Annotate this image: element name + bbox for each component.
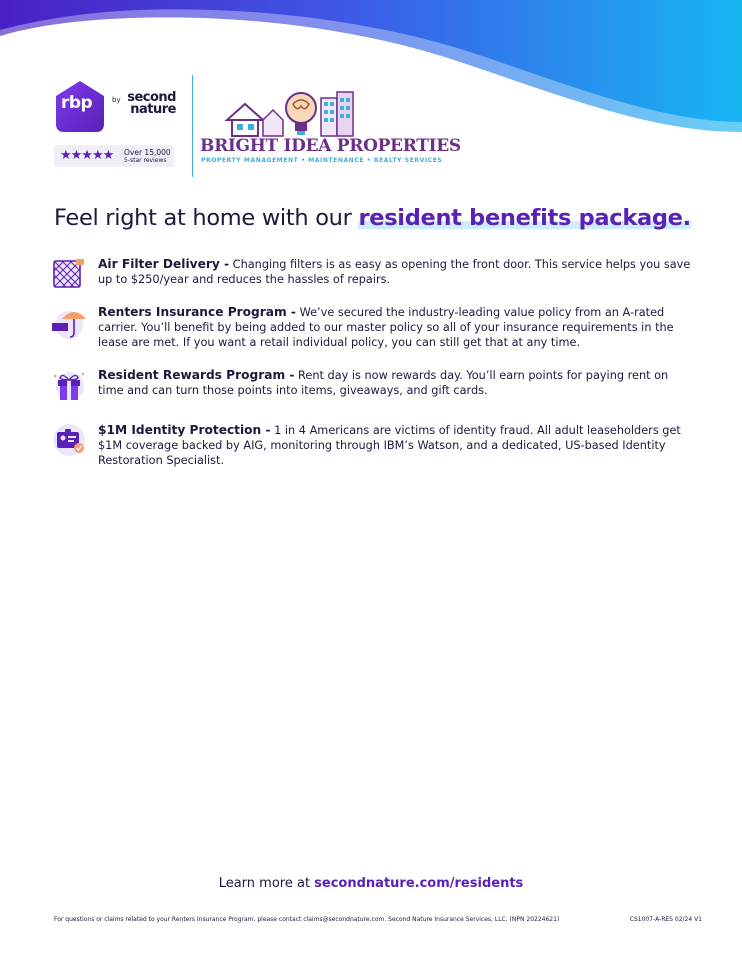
benefit-text: [98, 423, 692, 468]
by-label: by: [112, 96, 121, 104]
benefit-description: 1 in 4 Americans are victims of identity fraud. All adult leaseholders get $1M coverage backed by AIG, monitoring through IBM’s Watson, and a dedicated, US-based Identity Restoration Specialist.: [98, 424, 681, 467]
benefit-title: Resident Rewards Program -: [98, 368, 295, 382]
logo-divider: [192, 75, 193, 177]
page-headline: [54, 205, 691, 231]
benefit-description: Rent day is now rewards day. You’ll earn points for paying rent on time and can turn those points into items, giveaways, and gift cards.: [98, 369, 669, 397]
company-line-2: nature: [130, 102, 176, 117]
benefit-title: $1M Identity Protection -: [98, 423, 271, 437]
umbrella-icon: [52, 305, 86, 339]
partner-tagline: PROPERTY MANAGEMENT • MAINTENANCE • REALTY SERVICES: [201, 157, 443, 164]
learn-more: [0, 876, 742, 891]
review-count: Over 15,000: [124, 148, 171, 157]
footer-disclaimer: For questions or claims related to your Renters Insurance Program, please contact claims@secondnature.com. Second Nature Insurance Services, LLC. (NPN 20224621): [54, 916, 560, 923]
review-label: 5-star reviews: [124, 157, 167, 164]
benefit-description: Changing filters is as easy as opening the front door. This service helps you save up to $250/year and reduces the hassles of repairs.: [98, 258, 691, 286]
house-lightbulb-icon: [223, 90, 359, 138]
gift-icon: [52, 368, 86, 402]
headline-prefix: Feel right at home with our: [54, 205, 359, 231]
benefit-text: [98, 368, 692, 398]
company-line-1: second: [127, 90, 176, 105]
partner-name: BRIGHT IDEA PROPERTIES: [200, 136, 461, 156]
footer-code: CS1007-A-RES 02/24 V1: [629, 916, 702, 923]
rbp-logo: [52, 78, 192, 138]
rbp-logo-text: rbp: [61, 93, 93, 113]
five-star-icon: ★★★★★: [60, 148, 114, 163]
id-card-icon: [52, 423, 86, 457]
benefit-text: [98, 257, 692, 287]
residents-link[interactable]: secondnature.com/residents: [314, 876, 524, 891]
bright-idea-properties-logo: [198, 88, 461, 168]
headline-highlight: resident benefits package.: [358, 205, 691, 231]
air-filter-icon: [52, 257, 86, 291]
benefit-description: We’ve secured the industry-leading value policy from an A-rated carrier. You’ll benefit by being added to our master policy so all of your insurance requirements in the lease are met. If you want a retail individual policy, you can still get that at any time.: [98, 306, 674, 349]
benefit-text: [98, 305, 692, 350]
review-badge: [54, 145, 174, 167]
benefit-title: Renters Insurance Program -: [98, 305, 296, 319]
second-nature-name: [120, 92, 176, 116]
learn-more-prefix: Learn more at: [218, 876, 315, 891]
benefit-title: Air Filter Delivery -: [98, 257, 230, 271]
